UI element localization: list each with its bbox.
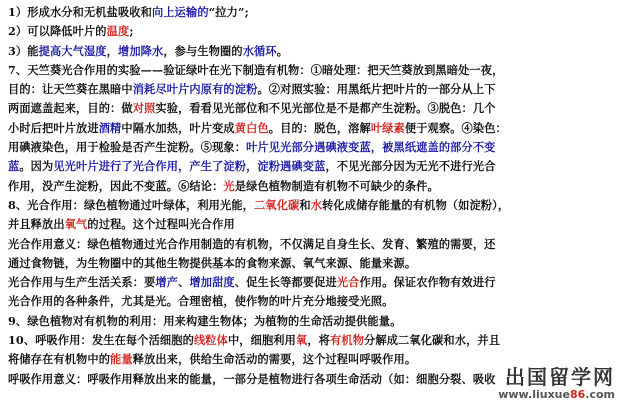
text-segment: ;	[244, 5, 249, 19]
text-segment: 黄白色	[234, 120, 269, 135]
text-segment: 叶绿素	[370, 120, 405, 135]
text-segment: 中，细胞利用	[227, 333, 296, 348]
text-segment: 水循环	[242, 43, 277, 58]
text-segment: 。	[276, 43, 289, 58]
text-segment: 二氧化碳	[254, 197, 300, 212]
text-segment: 消耗尽叶片内原有的淀粉	[132, 82, 258, 97]
text-segment: 用碘液染色，用于检验是否产生淀粉。⑤现象：	[8, 140, 247, 155]
text-segment: 、	[178, 275, 190, 290]
text-line	[8, 215, 616, 234]
text-segment: ，	[106, 43, 118, 58]
text-line	[8, 235, 616, 254]
text-segment: 增产	[155, 275, 179, 290]
text-segment: 中隔水加热，叶片变成	[121, 120, 235, 135]
text-segment: 线粒体	[193, 333, 228, 348]
text-segment: 酒精	[98, 120, 122, 135]
text-segment: 有机物	[330, 333, 365, 348]
text-segment: 氧	[295, 333, 308, 348]
text-segment: 温度	[106, 24, 130, 39]
text-segment: 能量	[110, 352, 133, 367]
text-segment: 。因为	[19, 159, 54, 174]
text-line	[8, 3, 616, 22]
text-segment: 光合作用的各种条件，尤其是光。合理密植，使作物的叶片充分地接受光照。	[8, 294, 394, 309]
text-segment: ，不见光部分因为无光不进行光合	[325, 159, 496, 174]
text-segment: 呼吸作用意义：呼吸作用释放出来的能量，一部分是植物进行各项生命活动（如：细胞分裂、吸收	[8, 371, 496, 386]
text-segment: 增加降水	[117, 43, 164, 58]
text-segment: 。目的：脱色，溶解	[268, 120, 371, 135]
text-segment: 实验，看看见光部位和不见光部位是不是都产生淀粉。③脱色：几个	[155, 101, 496, 116]
text-segment: 氧气	[64, 217, 88, 232]
text-segment: 10、呼吸作用：发生在每个活细胞的	[8, 333, 194, 348]
text-segment: “拉力”	[208, 5, 245, 19]
text-segment: 目的：让天竺葵在黑暗中	[8, 82, 133, 97]
text-segment: 作用。保证农作物有效进行	[359, 275, 496, 290]
text-segment: 将储存在有机物中的	[8, 352, 111, 367]
text-segment: 增加甜度	[189, 275, 235, 290]
text-line	[8, 157, 616, 176]
text-line	[8, 177, 616, 196]
text-line	[8, 292, 616, 311]
text-line	[8, 138, 616, 157]
document-body	[8, 3, 616, 389]
text-segment: 作用，没产生淀粉，因此不变蓝。⑥结论：	[8, 178, 224, 193]
text-segment: 2）可以降低叶片的	[8, 24, 107, 39]
text-segment: 小时后把叶片放进	[8, 120, 99, 135]
text-segment: 9、绿色植物对有机物的利用：用来构建生物体；为植物的生命活动提供能量。	[8, 313, 402, 328]
text-line	[8, 22, 616, 41]
text-segment: 两面遮盖起来，目的：做	[8, 101, 133, 116]
watermark	[498, 366, 615, 401]
text-segment: 转化成储存能量的有机物（如淀粉），	[322, 197, 510, 212]
text-segment: 。②对照实验：用黑纸片把叶片的一部分从上下	[257, 82, 496, 97]
text-line	[8, 99, 616, 118]
text-segment: 水	[310, 197, 323, 212]
text-line	[8, 42, 616, 61]
text-segment: 提高大气湿度	[38, 43, 107, 58]
text-segment: 通过食物链，为生物圈中的其他生物提供基本的食物来源、氧气来源、能量来源。	[8, 255, 417, 270]
text-line	[8, 273, 616, 292]
text-line	[8, 331, 616, 350]
text-segment: 3）能	[8, 43, 39, 58]
text-segment: 7、天竺葵光合作用的实验——验证绿叶在光下制造有机物：①暗处理：把天竺葵放到黑暗处一夜，	[8, 62, 504, 77]
text-segment: ;	[129, 24, 134, 39]
text-segment: 分解成二氧化碳和水，并且	[364, 333, 501, 348]
text-segment: 向上运输的	[152, 5, 209, 19]
text-segment: 8、光合作用：绿色植物通过叶绿体，利用光能，	[8, 197, 255, 212]
text-line	[8, 61, 616, 80]
text-segment: 并且释放出	[8, 217, 65, 232]
text-segment: 光	[223, 178, 235, 193]
text-segment: 光合	[336, 275, 360, 290]
text-segment: 的过程。这个过程叫光合作用	[87, 217, 235, 232]
text-segment: 蓝	[8, 159, 20, 174]
text-line	[8, 80, 616, 99]
text-segment: 、促生长等都要促进	[234, 275, 337, 290]
text-segment: 便于观察。④染色：	[404, 120, 507, 135]
text-segment: 光合作用意义：绿色植物通过光合作用制造的有机物，不仅满足自身生长、发育、繁殖的需要，还	[8, 236, 496, 251]
text-segment: 光合作用与生产生活关系：要	[8, 275, 156, 290]
watermark-url-suffix: .com	[585, 388, 615, 401]
text-segment: 和	[299, 197, 311, 212]
text-segment: 见光叶片进行了光合作用，产生了淀粉，淀粉遇碘变蓝	[53, 159, 326, 174]
watermark-url-number: 86	[569, 388, 586, 401]
watermark-url	[498, 388, 615, 401]
text-segment: ，将	[307, 333, 331, 348]
watermark-title: 出国留学网	[505, 365, 615, 389]
text-segment: 对照	[132, 101, 156, 116]
text-line	[8, 196, 616, 215]
text-line	[8, 119, 616, 138]
text-line	[8, 312, 616, 331]
text-segment: 释放出来，供给生命活动的需要，这个过程叫呼吸作用。	[132, 352, 417, 367]
text-line	[8, 254, 616, 273]
watermark-url-prefix: www.liuxue	[498, 388, 570, 401]
text-segment: ，参与生物圈的	[163, 43, 243, 58]
text-segment: 是绿色植物制造有机物不可缺少的条件。	[234, 178, 439, 193]
text-segment: 叶片见光部分遇碘液变蓝，被黑纸遮盖的部分不变	[246, 140, 496, 155]
text-segment: 1）形成水分和无机盐吸收和	[8, 5, 152, 19]
